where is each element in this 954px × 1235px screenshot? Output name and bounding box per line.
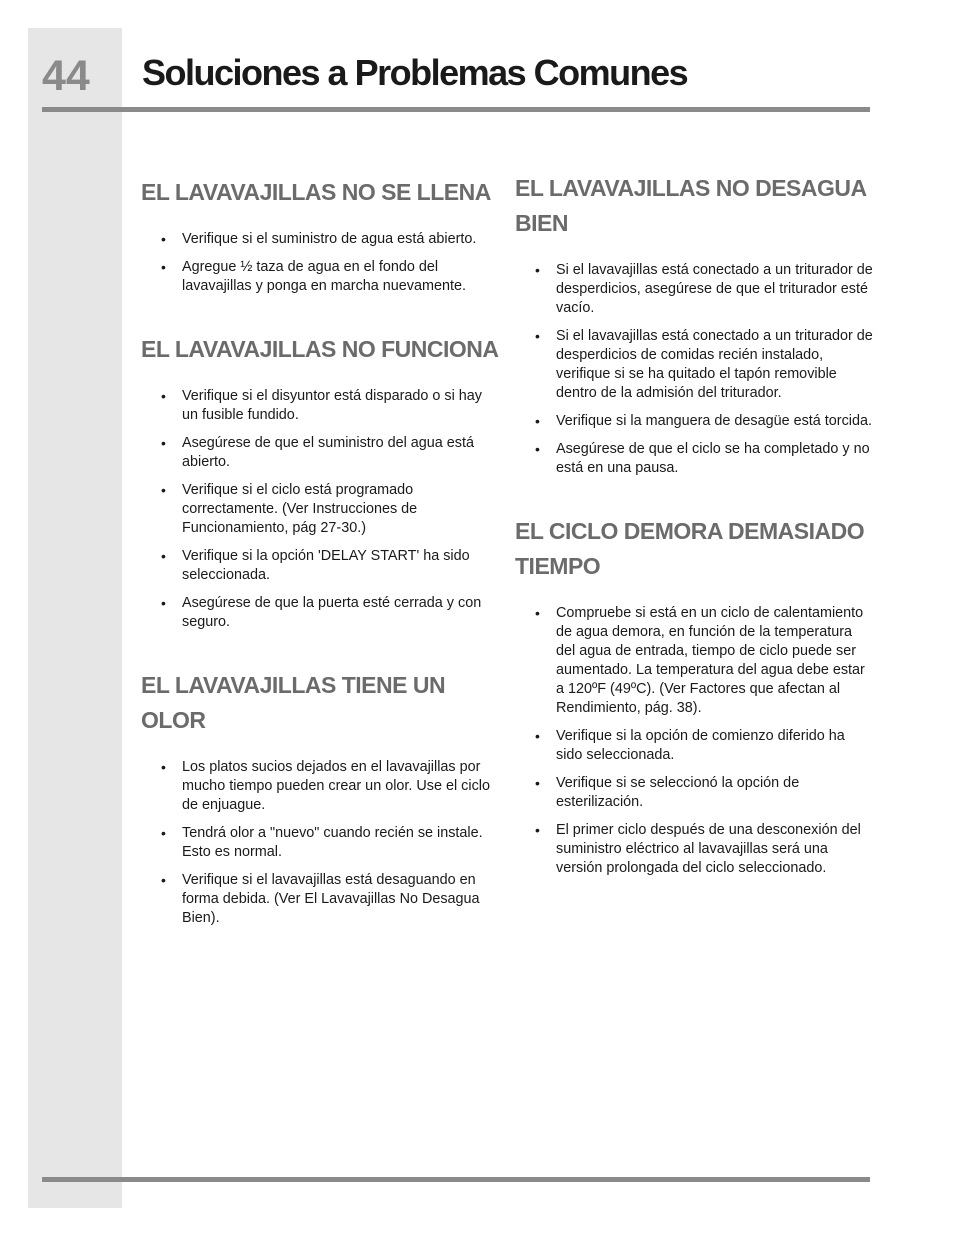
bullet-icon: •: [161, 548, 166, 564]
list-item-text: Asegúrese de que el ciclo se ha completado y no está en una pausa.: [556, 441, 870, 476]
list-item: [141, 230, 499, 249]
list-item-text: Compruebe si está en un ciclo de calentamiento de agua demora, en función de la temperatura del agua de entrada, tiempo de ciclo puede ser aumentado. La temperatura del agua debe estar a 120ºF (49ºC). (Ver Factores que afectan al Rendimiento, pág. 38).: [556, 605, 865, 716]
section-heading: EL LAVAVAJILLAS NO DESAGUA BIEN: [515, 175, 866, 236]
list-item-text: Verifique si el suministro de agua está abierto.: [182, 231, 477, 247]
section-heading: EL LAVAVAJILLAS NO FUNCIONA: [141, 336, 499, 362]
bullet-icon: •: [535, 262, 540, 278]
bullet-icon: •: [535, 822, 540, 838]
bullet-icon: •: [535, 413, 540, 429]
bullet-icon: •: [161, 595, 166, 611]
list-item: [141, 871, 499, 928]
list-item: [141, 434, 499, 472]
bullet-list: [515, 261, 875, 478]
list-item: [515, 821, 875, 878]
header-divider: [42, 107, 870, 112]
list-item-text: Si el lavavajillas está conectado a un triturador de desperdicios, asegúrese de que el triturador esté vacío.: [556, 262, 873, 316]
bullet-list: [141, 387, 499, 632]
bullet-icon: •: [161, 435, 166, 451]
section-no-funciona: [141, 332, 499, 632]
list-item: [141, 481, 499, 538]
bullet-icon: •: [161, 759, 166, 775]
list-item-text: Verifique si se seleccionó la opción de esterilización.: [556, 775, 800, 810]
section-heading: EL CICLO DEMORA DEMASIADO TIEMPO: [515, 518, 865, 579]
page-number: 44: [42, 52, 90, 100]
bullet-icon: •: [535, 328, 540, 344]
bullet-list: [141, 230, 499, 296]
list-item: [515, 440, 875, 478]
list-item-text: Verifique si la opción 'DELAY START' ha sido seleccionada.: [182, 548, 470, 583]
list-item-text: Asegúrese de que el suministro del agua está abierto.: [182, 435, 474, 470]
list-item: [141, 387, 499, 425]
list-item-text: Los platos sucios dejados en el lavavajillas por mucho tiempo pueden crear un olor. Use el ciclo de enjuague.: [182, 759, 490, 813]
section-heading: EL LAVAVAJILLAS TIENE UN OLOR: [141, 672, 446, 733]
list-item: [515, 727, 875, 765]
bullet-icon: •: [161, 825, 166, 841]
list-item-text: Verifique si la opción de comienzo diferido ha sido seleccionada.: [556, 728, 845, 763]
list-item: [141, 547, 499, 585]
section-ciclo-demora: [515, 514, 875, 878]
footer-divider: [42, 1177, 870, 1182]
list-item: [141, 824, 499, 862]
bullet-list: [515, 604, 875, 878]
list-item: [515, 261, 875, 318]
list-item-text: Si el lavavajillas está conectado a un triturador de desperdicios de comidas recién instalado, verifique si se ha quitado el tapón removible dentro de la admisión del triturador.: [556, 328, 873, 401]
page-title: Soluciones a Problemas Comunes: [142, 52, 688, 93]
list-item: [515, 327, 875, 403]
right-column: [515, 171, 875, 914]
list-item-text: Verifique si la manguera de desagüe está torcida.: [556, 413, 872, 429]
list-item-text: Tendrá olor a "nuevo" cuando recién se instale. Esto es normal.: [182, 825, 483, 860]
list-item: [141, 594, 499, 632]
bullet-icon: •: [535, 775, 540, 791]
bullet-icon: •: [161, 872, 166, 888]
list-item: [515, 412, 875, 431]
list-item: [141, 758, 499, 815]
list-item-text: Verifique si el disyuntor está disparado o si hay un fusible fundido.: [182, 388, 482, 423]
section-heading: EL LAVAVAJILLAS NO SE LLENA: [141, 179, 491, 205]
list-item-text: Agregue ½ taza de agua en el fondo del lavavajillas y ponga en marcha nuevamente.: [182, 259, 466, 294]
bullet-list: [141, 758, 499, 928]
section-tiene-un-olor: [141, 668, 499, 928]
section-no-se-llena: [141, 175, 499, 296]
bullet-icon: •: [535, 441, 540, 457]
list-item-text: Asegúrese de que la puerta esté cerrada y con seguro.: [182, 595, 482, 630]
bullet-icon: •: [535, 605, 540, 621]
list-item-text: Verifique si el ciclo está programado correctamente. (Ver Instrucciones de Funcionamiento, pág 27-30.): [182, 482, 418, 536]
section-no-desagua-bien: [515, 171, 875, 478]
bullet-icon: •: [161, 231, 166, 247]
bullet-icon: •: [535, 728, 540, 744]
list-item-text: Verifique si el lavavajillas está desaguando en forma debida. (Ver El Lavavajillas No Desagua Bien).: [182, 872, 480, 926]
page-sidebar: [28, 28, 122, 1208]
list-item: [515, 604, 875, 718]
bullet-icon: •: [161, 482, 166, 498]
bullet-icon: •: [161, 388, 166, 404]
bullet-icon: •: [161, 259, 166, 275]
left-column: [141, 175, 499, 964]
list-item: [515, 774, 875, 812]
list-item: [141, 258, 499, 296]
list-item-text: El primer ciclo después de una desconexión del suministro eléctrico al lavavajillas será una versión prolongada del ciclo seleccionado.: [556, 822, 861, 876]
